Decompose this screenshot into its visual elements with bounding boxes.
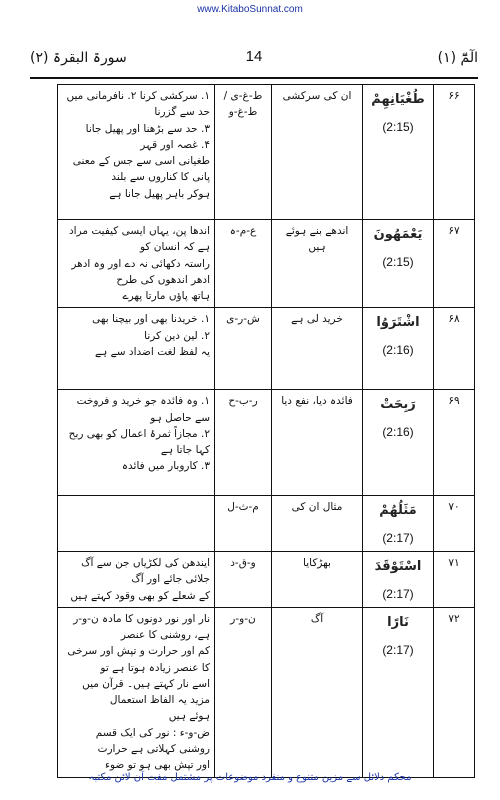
vocabulary-table <box>57 84 475 778</box>
table-row <box>58 496 475 552</box>
word-meaning: مثال ان کی <box>272 496 363 552</box>
explanation-cell <box>58 85 215 220</box>
page-number: 14 <box>245 48 263 65</box>
table-row <box>58 390 475 496</box>
explanation-line: ۲. مجازاً ثمرۂ اعمال کو بھی ربح کہا جاتا ہے <box>68 427 210 457</box>
verse-reference: (2:15) <box>382 255 414 270</box>
entry-number: ۶۹ <box>434 390 475 496</box>
table-row <box>58 552 475 608</box>
explanation-line: اور تپش بھی ہو تو ضوء <box>105 759 210 772</box>
explanation-line: ۴. غصہ اور قہر <box>140 138 210 151</box>
explanation-line: ض-و-ء : نور کی ایک قسم روشنی کہلاتی ہے حرارت <box>95 726 210 755</box>
table-row <box>58 220 475 308</box>
explanation-line: ۲. لین دین کرنا <box>144 329 210 342</box>
word-meaning: بھڑکایا <box>272 552 363 608</box>
explanation-line: ۱. وہ فائدہ جو خرید و فروخت سے حاصل ہو <box>76 395 210 424</box>
explanation-line: ۱. سرکشی کرنا ۲. نافرمانی میں حد سے گزرنا <box>66 90 210 119</box>
word-meaning: آگ <box>272 607 363 777</box>
running-head <box>30 48 478 74</box>
explanation-line: ہوئے ہیں <box>168 710 210 723</box>
arabic-word-cell <box>363 308 434 390</box>
explanation-line: ہاتھ پاؤں مارتا پھرے <box>122 290 210 303</box>
arabic-word-cell <box>363 220 434 308</box>
root-letters: ط-غ-ی / ط-غ-و <box>215 85 272 220</box>
arabic-word: نَارًا <box>387 614 409 630</box>
arabic-word-cell <box>363 390 434 496</box>
explanation-line: اندھا پن، یہاں ایسی کیفیت مراد ہے کہ انسان کو <box>69 225 210 254</box>
arabic-word: اسْتَوْقَدَ <box>374 559 422 575</box>
table-row <box>58 607 475 777</box>
arabic-word: رَبِحَتْ <box>380 397 416 413</box>
explanation-line: اسے نار کہتے ہیں۔ قرآن میں مزید یہ الفاظ استعمال <box>82 677 210 707</box>
root-letters: ش-ر-ی <box>215 308 272 390</box>
root-letters: و-ق-د <box>215 552 272 608</box>
explanation-line: راستہ دکھائی نہ دے اور وہ ادھر ادھر اندھوں کی طرح <box>71 257 210 286</box>
verse-reference: (2:17) <box>382 587 414 602</box>
explanation-cell <box>58 308 215 390</box>
explanation-cell <box>58 607 215 777</box>
word-meaning: اندھے بنے ہوئے ہیں <box>272 220 363 308</box>
root-letters: ن-و-ر <box>215 607 272 777</box>
header-rule <box>30 77 478 79</box>
site-url[interactable]: www.KitaboSunnat.com <box>197 4 303 15</box>
explanation-line: ایندھن کی لکڑیاں جن سے آگ جلائی جائے اور آگ <box>81 557 210 586</box>
arabic-word: مَثَلُهُمْ <box>379 503 417 519</box>
table-row <box>58 85 475 220</box>
explanation-line: کے شعلے کو بھی وقود کہتے ہیں <box>70 589 210 602</box>
arabic-word: طُغْيَانِهِمْ <box>371 92 425 107</box>
explanation-cell <box>58 220 215 308</box>
explanation-cell <box>58 496 215 552</box>
entry-number: ۶۶ <box>434 85 475 220</box>
explanation-line: ۳. کاروبار میں فائدہ <box>121 460 210 473</box>
explanation-cell <box>58 390 215 496</box>
juz-label: الٓمّٓ (۱) <box>437 50 478 66</box>
explanation-line: یہ لفظ لغت اضداد سے ہے <box>94 345 210 358</box>
arabic-word: يَعْمَهُونَ <box>373 227 423 242</box>
word-meaning: خرید لی ہے <box>272 308 363 390</box>
arabic-word: اشْتَرَوُا <box>376 315 420 331</box>
word-meaning: ان کی سرکشی <box>272 85 363 220</box>
entry-number: ۷۱ <box>434 552 475 608</box>
footer-tagline: محکم دلائل سے مزین متنوع و منفرد موضوعات پر مشتمل مفت آن لائن مکتبہ <box>88 772 412 783</box>
word-meaning: فائدہ دیا، نفع دیا <box>272 390 363 496</box>
explanation-line: ۳. حد سے بڑھنا اور پھیل جانا <box>85 122 210 135</box>
root-letters: ع-م-ہ <box>215 220 272 308</box>
verse-reference: (2:17) <box>382 531 414 546</box>
entry-number: ۶۷ <box>434 220 475 308</box>
explanation-line: کم اور حرارت و تپش اور سرخی کا عنصر زیادہ ہوتا ہے تو <box>67 645 210 674</box>
table-row <box>58 308 475 390</box>
verse-reference: (2:16) <box>382 425 414 440</box>
explanation-cell <box>58 552 215 608</box>
verse-reference: (2:16) <box>382 343 414 358</box>
root-letters: ر-ب-ح <box>215 390 272 496</box>
entry-number: ۷۰ <box>434 496 475 552</box>
entry-number: ۶۸ <box>434 308 475 390</box>
explanation-line: ۱. خریدنا بھی اور بیچنا بھی <box>92 313 210 326</box>
entry-number: ۷۲ <box>434 607 475 777</box>
surah-label: سورۃ البقرۃ (۲) <box>30 50 127 66</box>
verse-reference: (2:15) <box>382 120 414 135</box>
arabic-word-cell <box>363 85 434 220</box>
explanation-line: نار اور نور دونوں کا مادہ ن-و-ر ہے، روشنی کا عنصر <box>73 612 210 642</box>
explanation-line: ہوکر باہر پھیل جانا ہے <box>109 187 210 200</box>
arabic-word-cell <box>363 552 434 608</box>
explanation-line: طغیانی اسی سے جس کے معنی پانی کا کناروں سے بلند <box>72 155 210 184</box>
verse-reference: (2:17) <box>382 643 414 657</box>
root-letters: م-ث-ل <box>215 496 272 552</box>
arabic-word-cell <box>363 607 434 777</box>
arabic-word-cell <box>363 496 434 552</box>
